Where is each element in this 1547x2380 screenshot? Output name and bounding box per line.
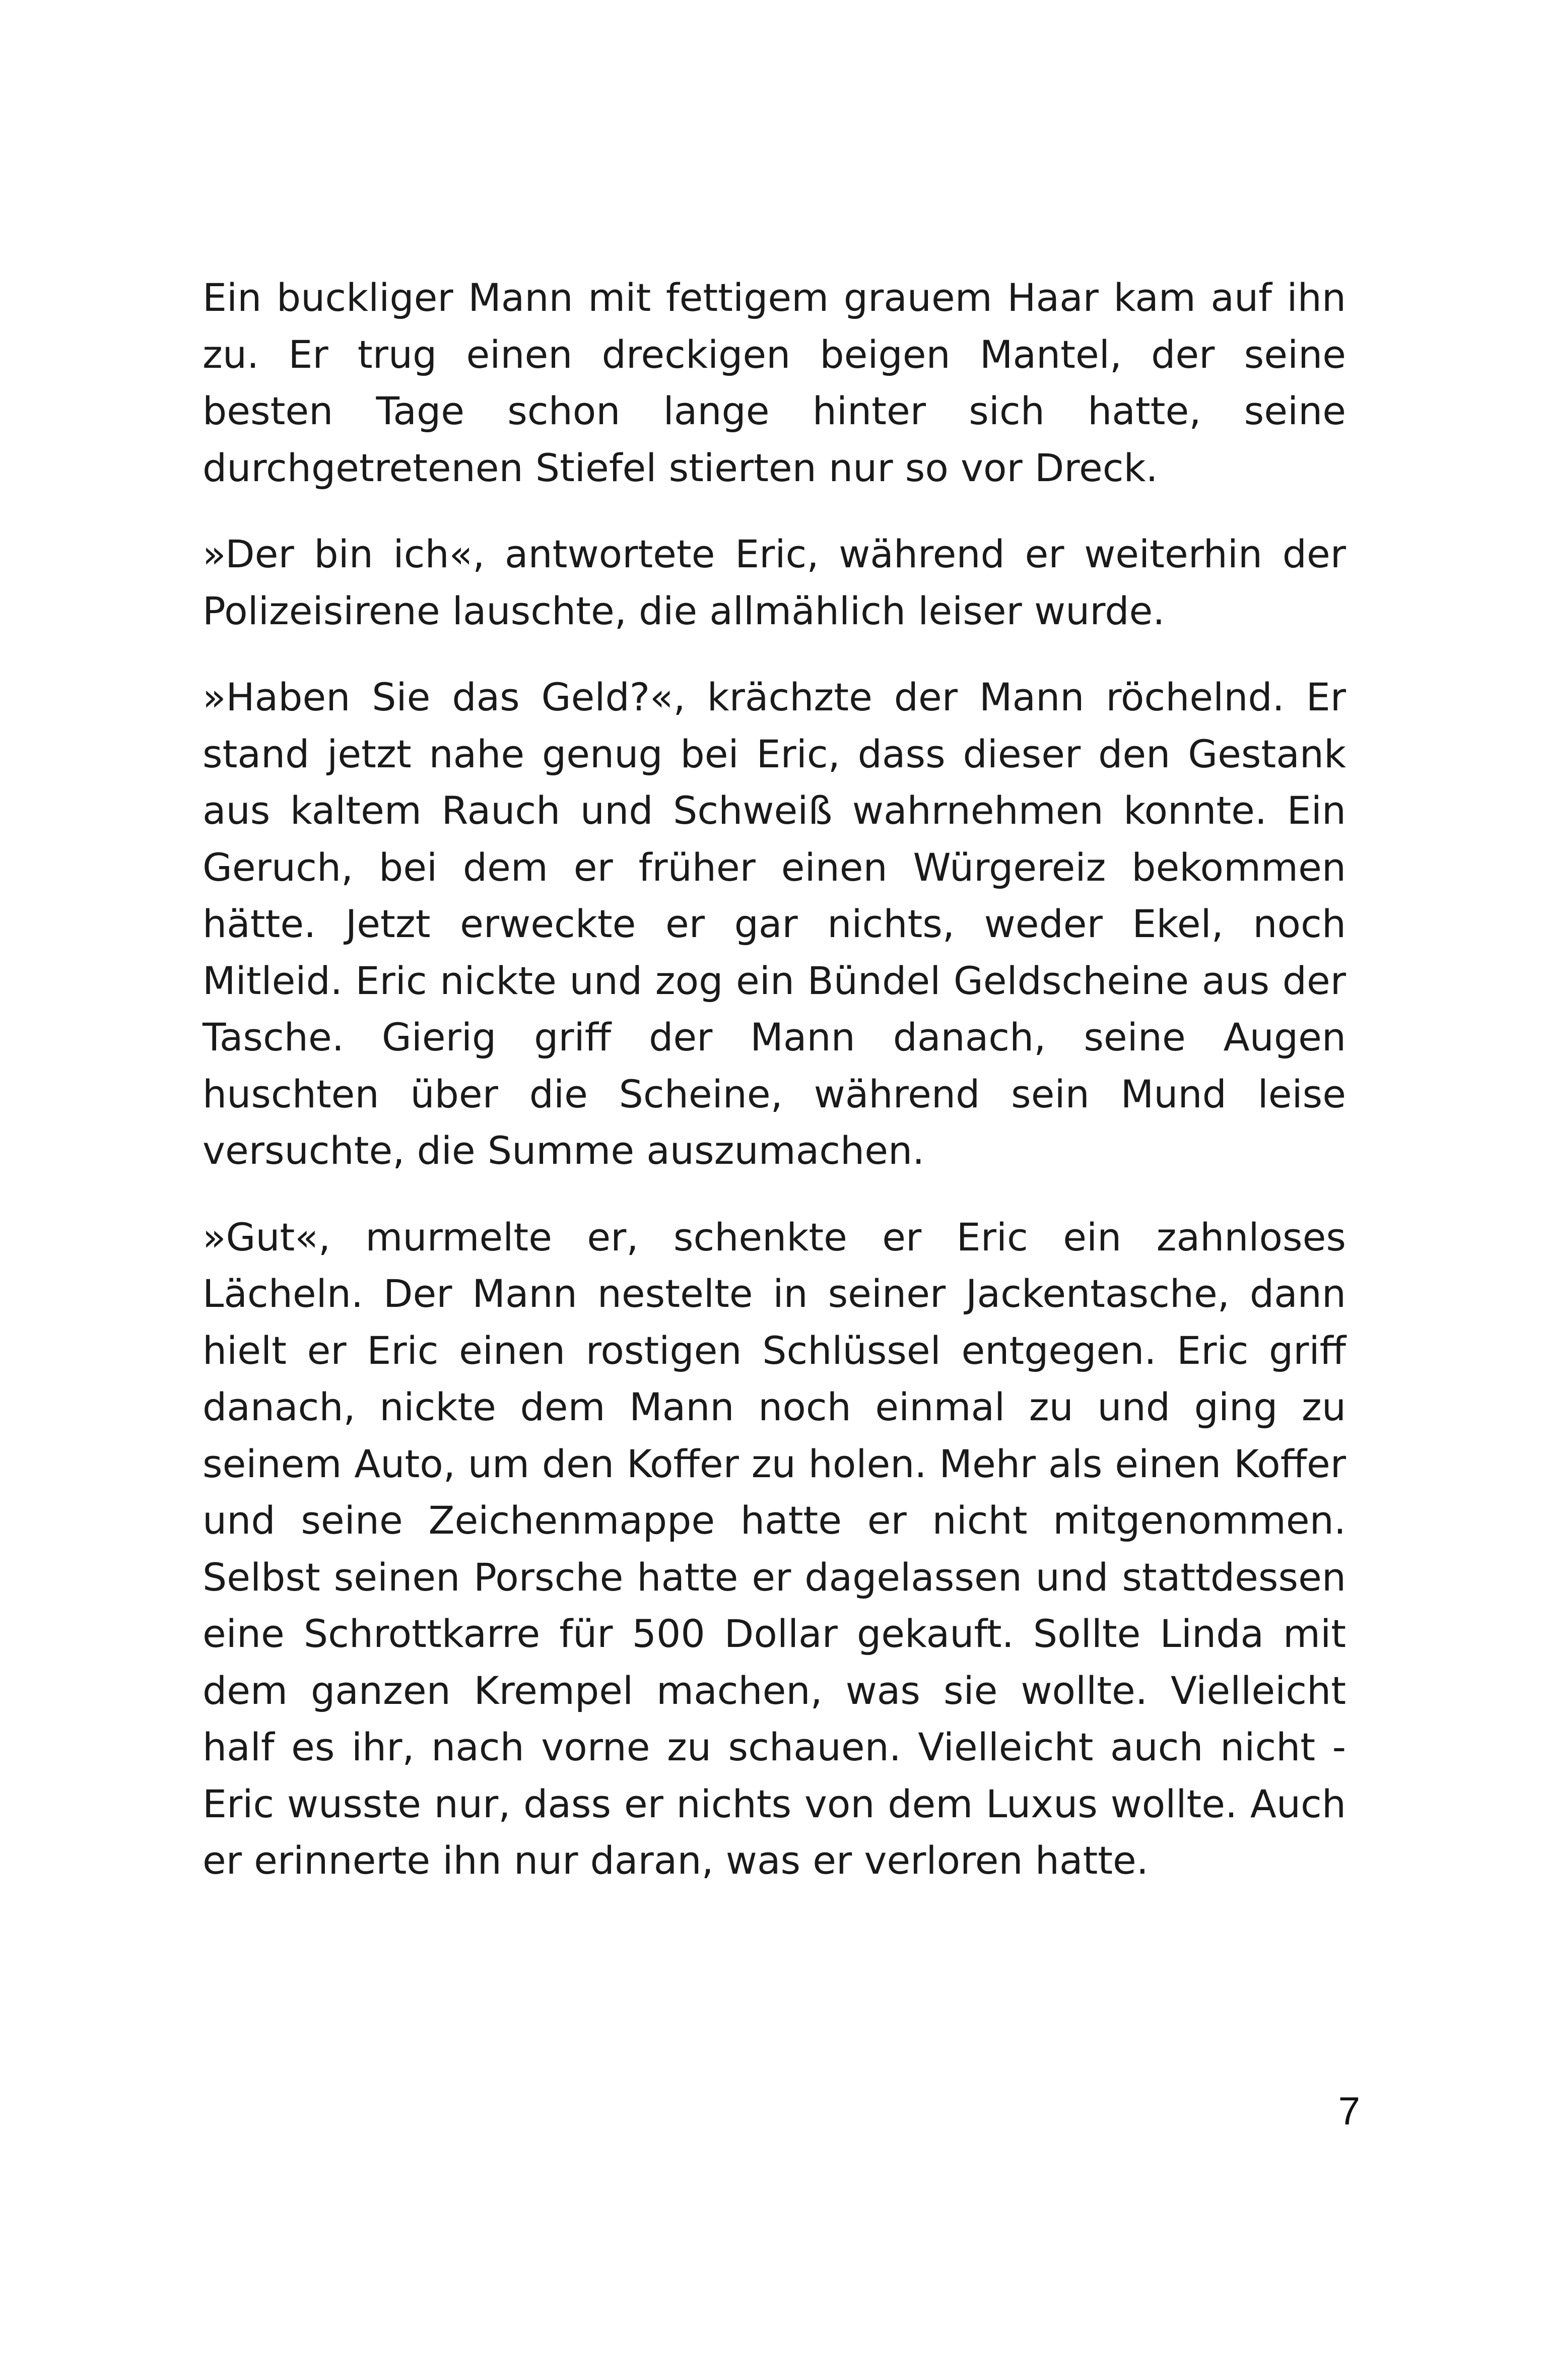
- body-text: [203, 270, 1346, 1919]
- paragraph-4: »Gut«, murmelte er, schenkte er Eric ein zahnloses Lächeln. Der Mann nestelte in seiner Jackentasche, dann hielt er Eric einen rostigen Schlüssel entgegen. Eric griff danach, nickte dem Mann noch einmal zu und ging zu seinem Auto, um den Koffer zu holen. Mehr als einen Koffer und seine Zeichenmappe hatte er nicht mitgenommen. Selbst seinen Porsche hatte er dagelassen und stattdessen eine Schrottkarre für 500 Dollar gekauft. Sollte Linda mit dem ganzen Krempel machen, was sie wollte. Vielleicht half es ihr, nach vorne zu schauen. Vielleicht auch nicht - Eric wusste nur, dass er nichts von dem Luxus wollte. Auch er erinnerte ihn nur daran, was er verloren hatte.: [203, 1214, 1346, 1883]
- page-number: 7: [1338, 2089, 1360, 2133]
- paragraph-1: Ein buckliger Mann mit fettigem grauem Haar kam auf ihn zu. Er trug einen dreckigen beigen Mantel, der seine besten Tage schon lange hinter sich hatte, seine durchgetretenen Stiefel stierten nur so vor Dreck.: [203, 275, 1346, 490]
- paragraph-3: »Haben Sie das Geld?«, krächzte der Mann röchelnd. Er stand jetzt nahe genug bei Eric, dass dieser den Gestank aus kaltem Rauch und Schweiß wahrnehmen konnte. Ein Geruch, bei dem er früher einen Würgereiz bekommen hätte. Jetzt erweckte er gar nichts, weder Ekel, noch Mitleid. Eric nickte und zog ein Bündel Geldscheine aus der Tasche. Gierig griff der Mann danach, seine Augen huschten über die Scheine, während sein Mund leise versuchte, die Summe auszumachen.: [203, 675, 1346, 1173]
- paragraph-2: »Der bin ich«, antwortete Eric, während er weiterhin der Polizeisirene lauschte, die allmählich leiser wurde.: [203, 532, 1346, 633]
